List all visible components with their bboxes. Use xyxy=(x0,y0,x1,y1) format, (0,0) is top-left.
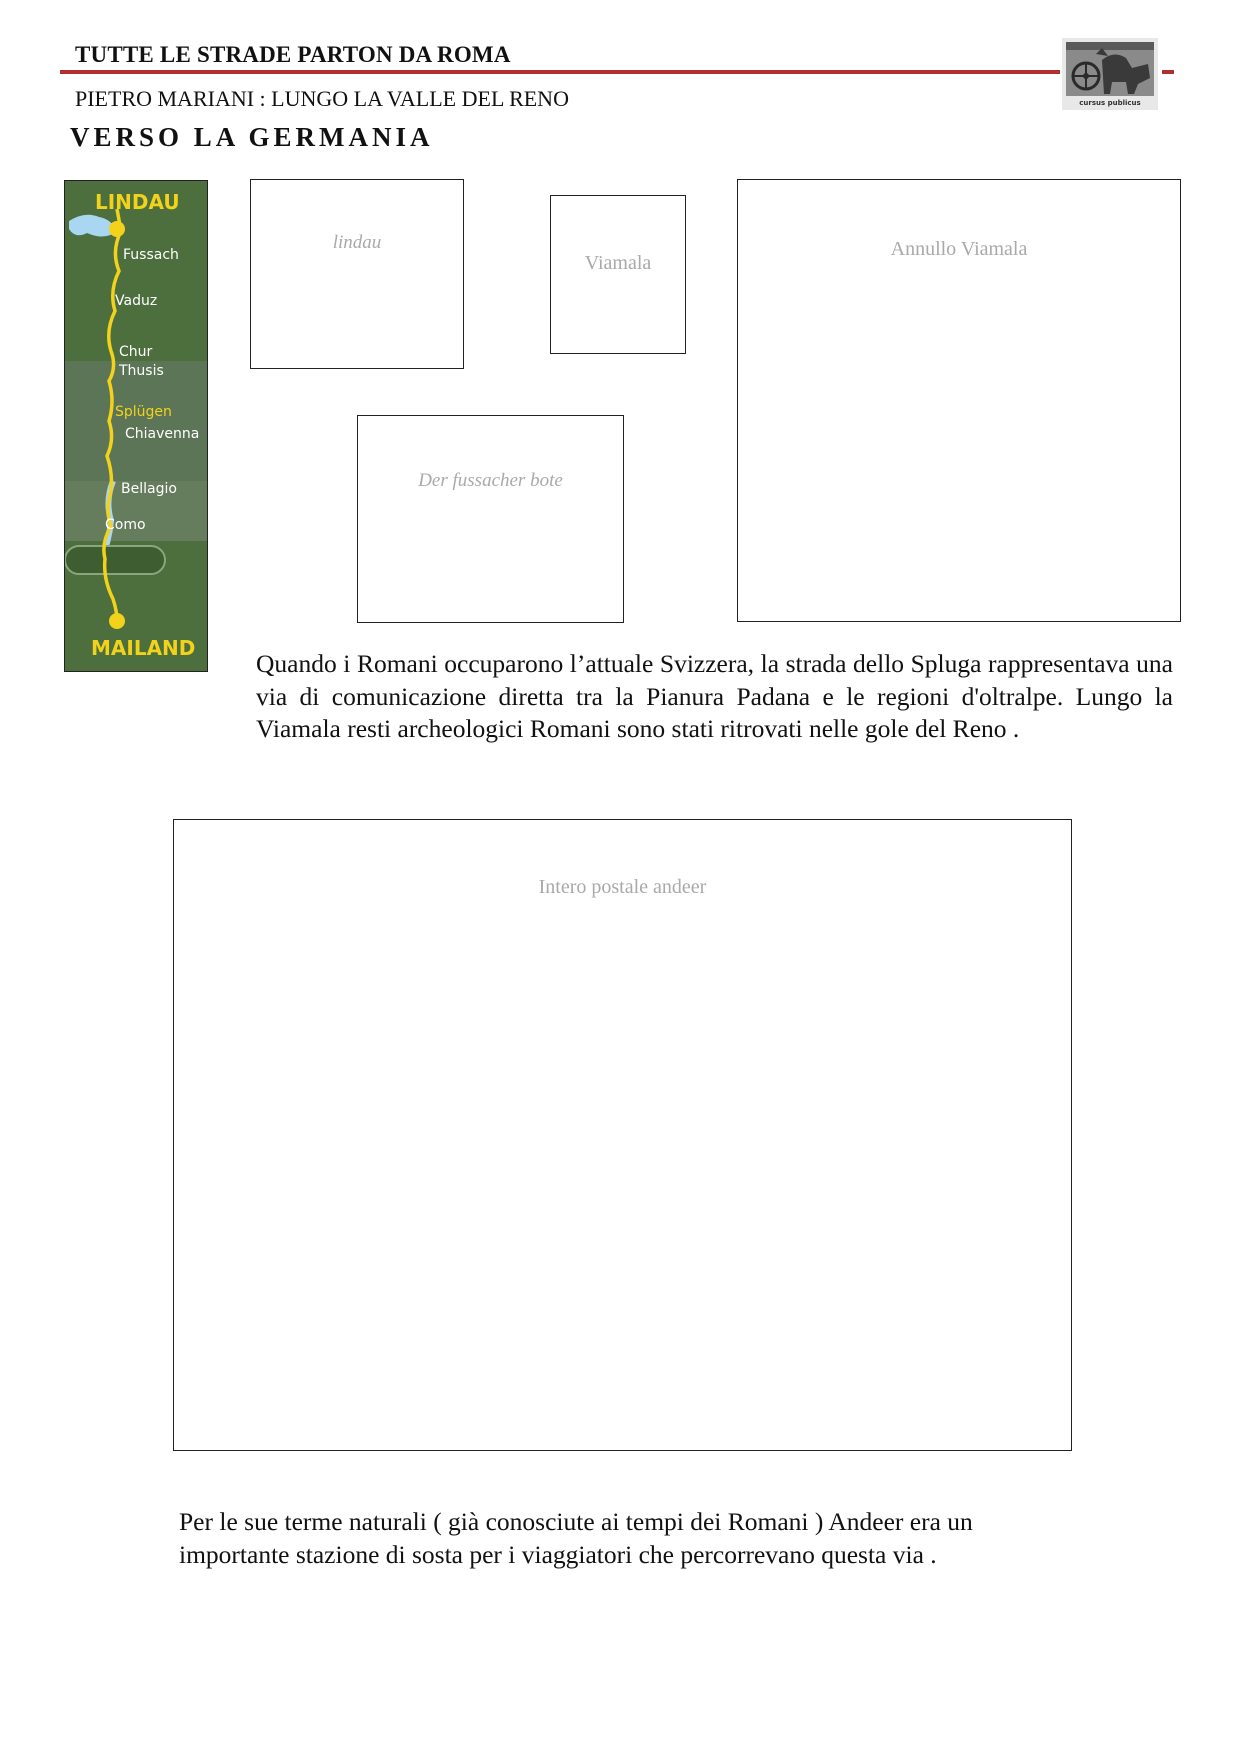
image-annullo-viamala xyxy=(737,179,1181,622)
image-lindau-caption: lindau xyxy=(332,232,382,253)
map-label-fussach: Fussach xyxy=(123,247,179,263)
route-map xyxy=(64,180,208,672)
map-label-thusis: Thusis xyxy=(119,363,164,379)
map-label-bellagio: Bellagio xyxy=(121,481,177,497)
map-label-chiavenna: Chiavenna xyxy=(125,426,200,442)
paragraph-andeer: Per le sue terme naturali ( già conosciute ai tempi dei Romani ) Andeer era un importante stazione di sosta per i viaggiatori che percorrevano questa via . xyxy=(179,1507,973,1569)
header-subtitle: PIETRO MARIANI : LUNGO LA VALLE DEL RENO xyxy=(75,86,569,111)
map-label-vaduz: Vaduz xyxy=(115,293,158,309)
cursus-publicus-logo xyxy=(1062,38,1158,110)
map-label-lindau: LINDAU xyxy=(95,190,180,214)
image-intero-postale-andeer xyxy=(173,819,1072,1451)
map-label-mailand: MAILAND xyxy=(91,636,196,660)
image-viamala xyxy=(550,195,686,354)
header-rule xyxy=(60,70,1060,74)
image-annullo-viamala-caption: Annullo Viamala xyxy=(890,238,1028,260)
image-lindau xyxy=(250,179,464,369)
header-rule-tail xyxy=(1162,70,1174,74)
image-viamala-caption: Viamala xyxy=(584,252,652,274)
header-title: TUTTE LE STRADE PARTON DA ROMA xyxy=(75,42,511,67)
section-heading: VERSO LA GERMANIA xyxy=(70,122,434,152)
image-der-fussacher-bote-caption: Der fussacher bote xyxy=(418,470,563,491)
paragraph-spluga: Quando i Romani occuparono l’attuale Svizzera, la strada dello Spluga rappresentava una via di comunicazione diretta tra la Pianura Padana e le regioni d'oltralpe. Lungo la Viamala resti archeologici Romani sono stati ritrovati nelle gole del Reno . xyxy=(256,649,1173,743)
map-label-splugen: Splügen xyxy=(115,404,172,420)
map-label-como: Como xyxy=(105,517,146,533)
image-der-fussacher-bote xyxy=(357,415,624,623)
image-intero-postale-andeer-caption: Intero postale andeer xyxy=(538,876,707,898)
map-label-chur: Chur xyxy=(119,344,153,360)
svg-text:cursus publicus: cursus publicus xyxy=(1079,99,1141,107)
